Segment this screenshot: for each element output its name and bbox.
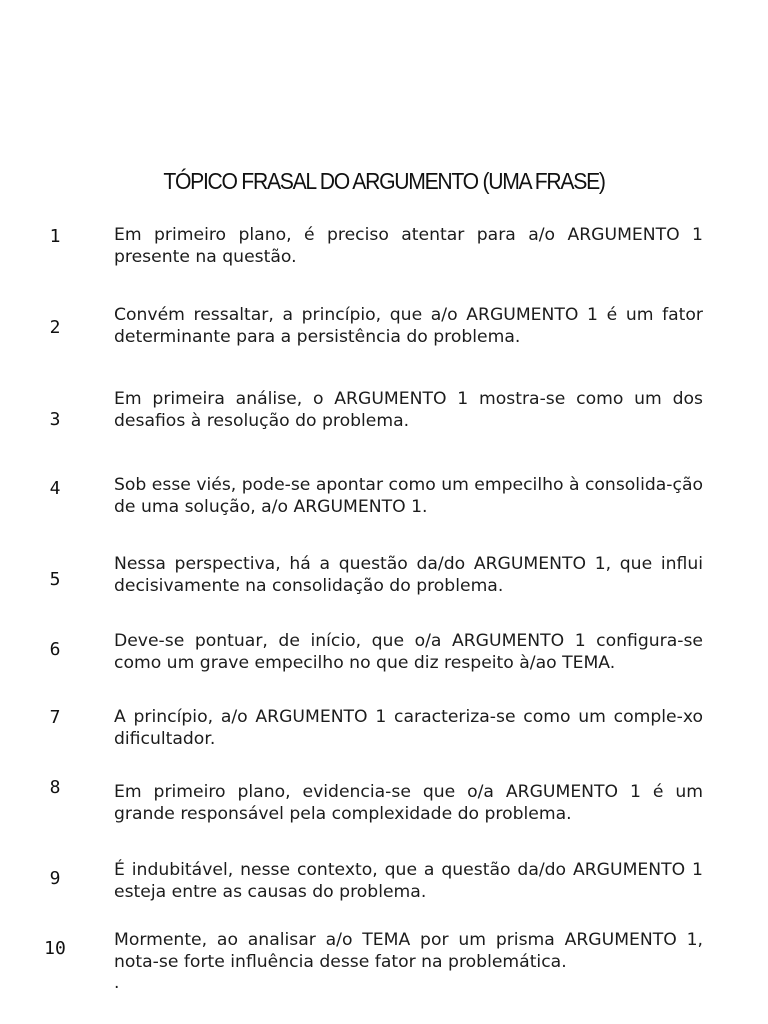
- item-text: Em primeiro plano, evidencia-se que o/a ARGUMENTO 1 é um grande responsável pela complexidade do problema.: [114, 782, 703, 824]
- item-number: 3: [49, 409, 61, 430]
- item-text: Sob esse viés, pode-se apontar como um empecilho à consolida-ção de uma solução, a/o ARGUMENTO 1.: [114, 475, 703, 517]
- item-number: 9: [49, 868, 61, 889]
- item-number: 5: [49, 569, 61, 590]
- item-number: 6: [49, 639, 61, 660]
- item-number: 10: [44, 938, 66, 959]
- item-text: A princípio, a/o ARGUMENTO 1 caracteriza-se como um comple-xo dificultador.: [114, 707, 703, 749]
- item-text: Mormente, ao analisar a/o TEMA por um prisma ARGUMENTO 1, nota-se forte influência desse fator na problemática.: [114, 930, 703, 972]
- item-number: 2: [49, 317, 61, 338]
- item-text: Em primeira análise, o ARGUMENTO 1 mostra-se como um dos desafios à resolução do problema.: [114, 389, 703, 431]
- item-number: 7: [49, 707, 61, 728]
- page-title: TÓPICO FRASAL DO ARGUMENTO (UMA FRASE): [163, 168, 605, 194]
- item-number: 8: [49, 777, 61, 798]
- item-number: 4: [49, 478, 61, 499]
- item-number: 1: [49, 226, 61, 247]
- item-text: É indubitável, nesse contexto, que a questão da/do ARGUMENTO 1 esteja entre as causas do problema.: [114, 860, 703, 902]
- item-text: Nessa perspectiva, há a questão da/do ARGUMENTO 1, que influi decisivamente na consolidação do problema.: [114, 554, 703, 596]
- trailing-mark: .: [114, 973, 120, 993]
- item-text: Em primeiro plano, é preciso atentar para a/o ARGUMENTO 1 presente na questão.: [114, 225, 703, 267]
- item-text: Convém ressaltar, a princípio, que a/o ARGUMENTO 1 é um fator determinante para a persistência do problema.: [114, 305, 703, 347]
- item-text: Deve-se pontuar, de início, que o/a ARGUMENTO 1 configura-se como um grave empecilho no que diz respeito à/ao TEMA.: [114, 631, 703, 673]
